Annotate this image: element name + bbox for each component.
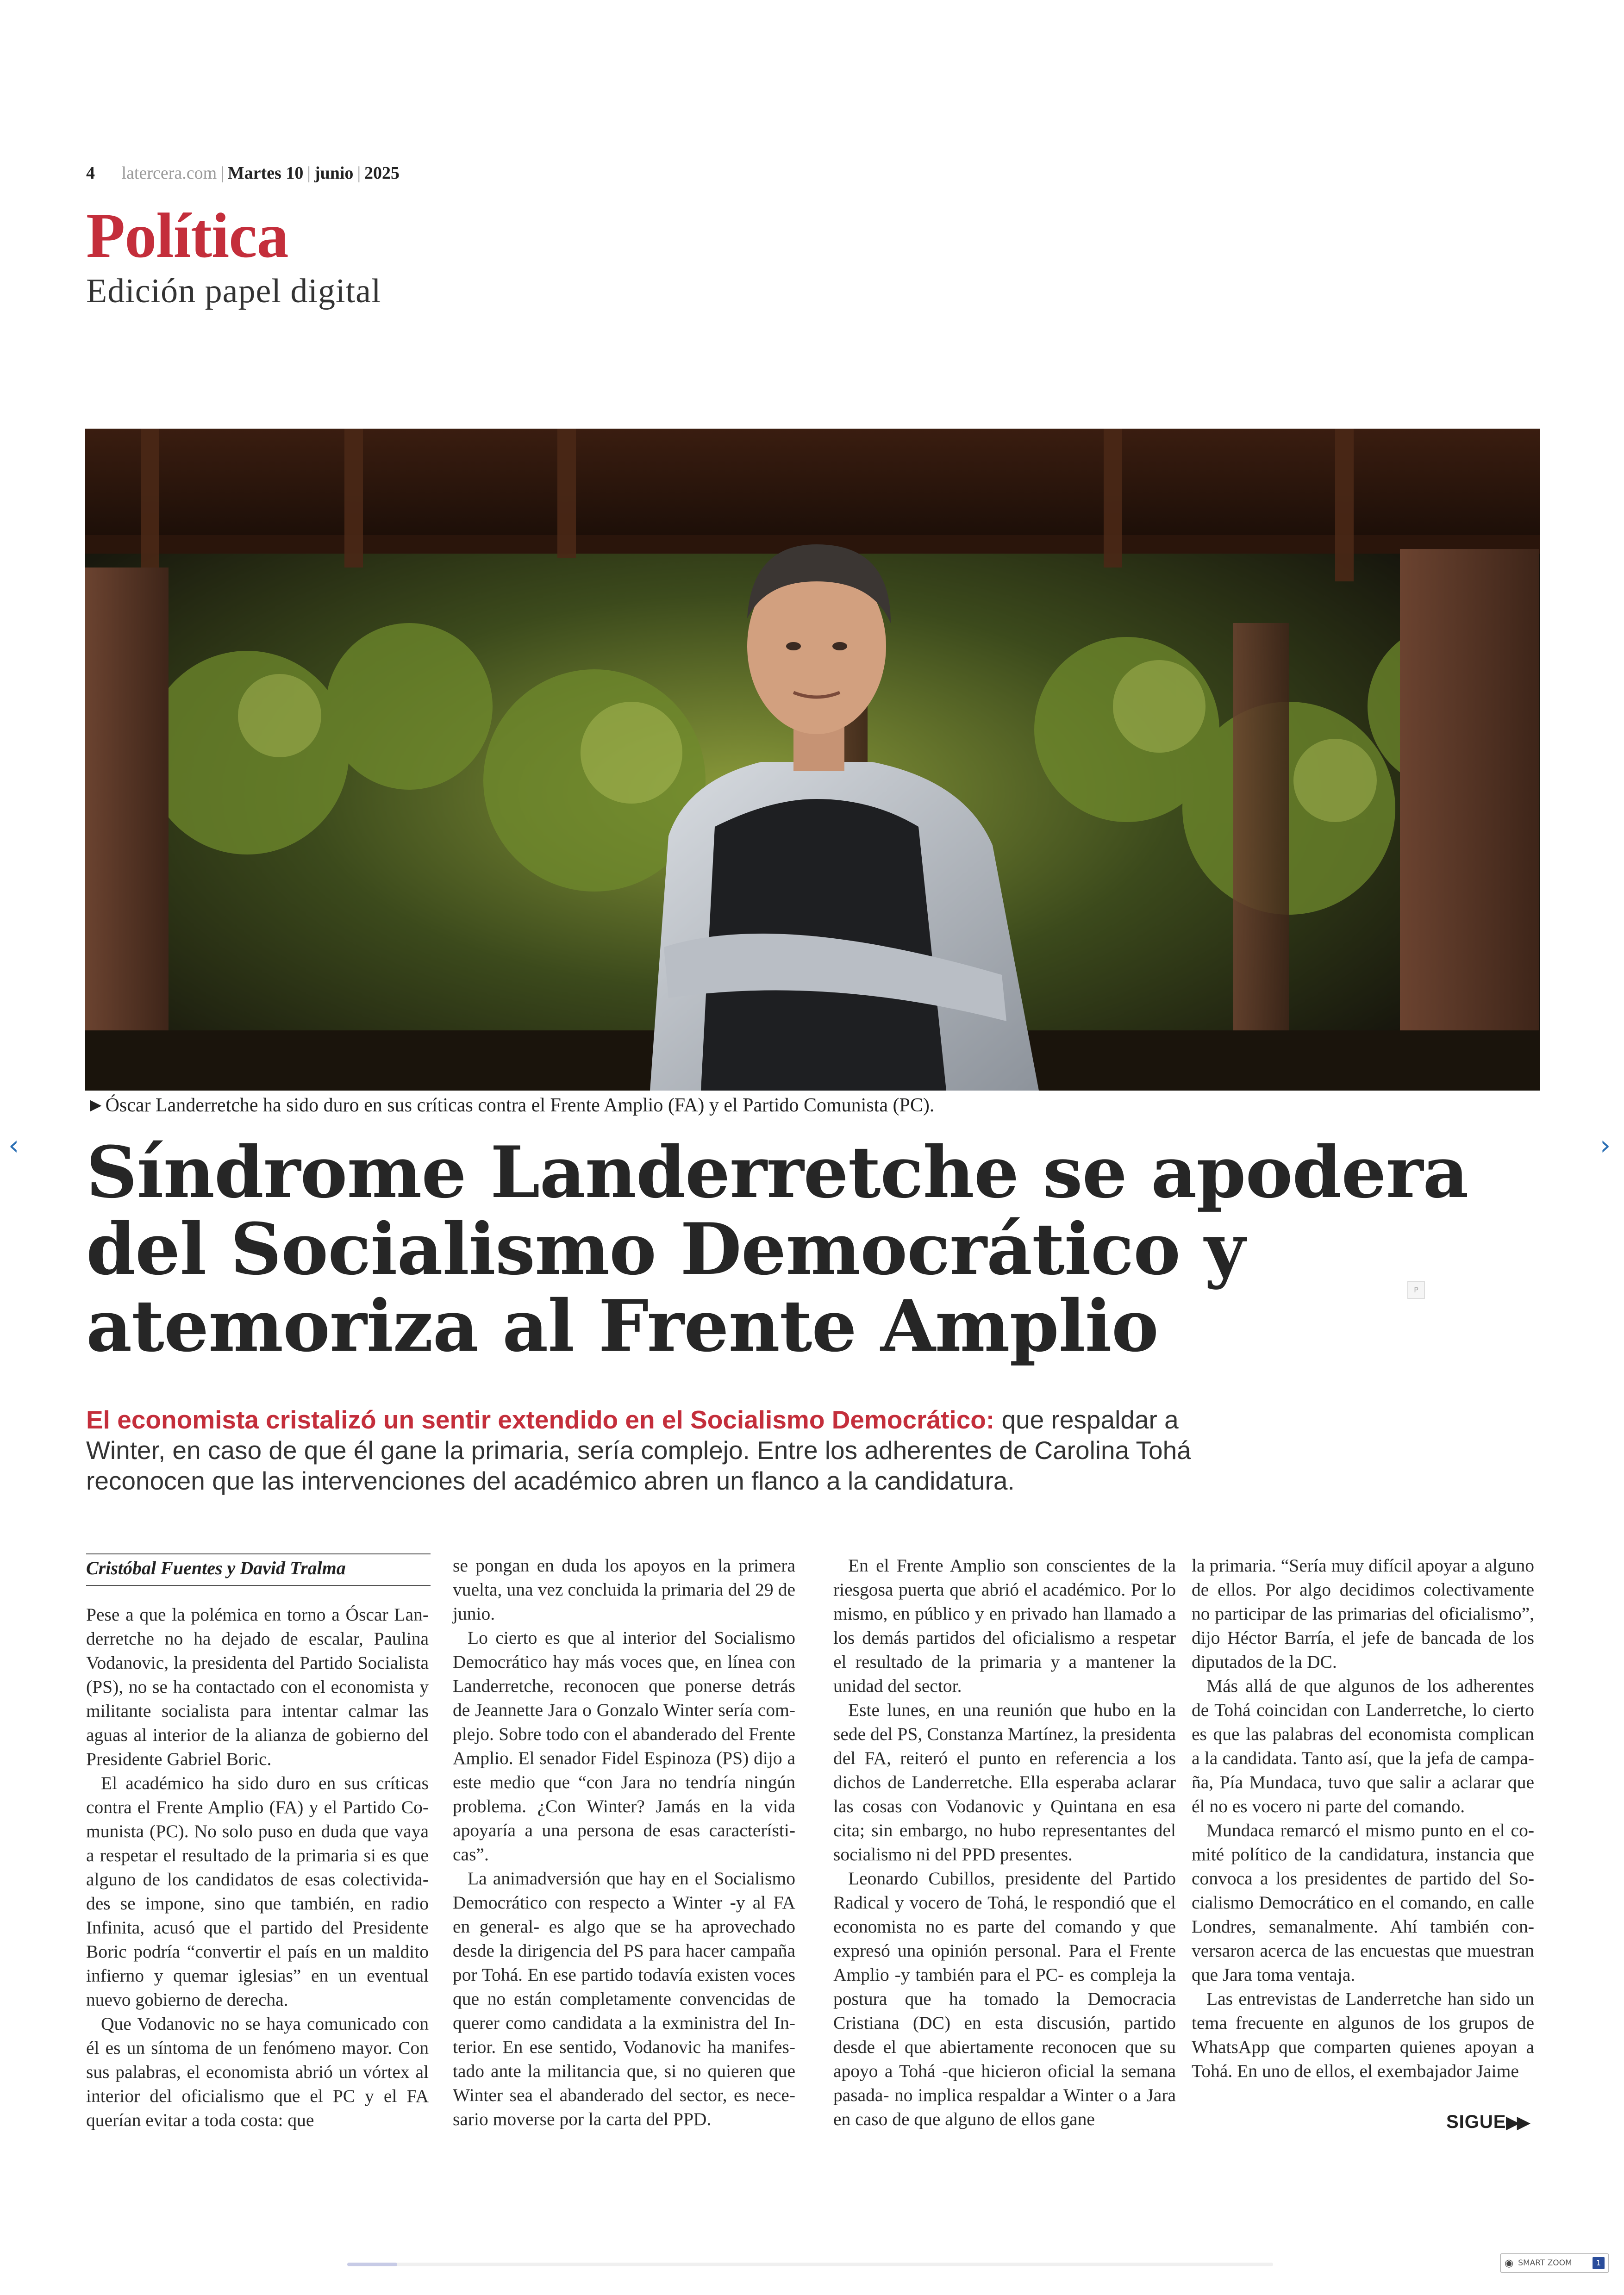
section-title: Política: [86, 200, 288, 271]
paragraph: Este lunes, en una reunión que hubo en la sede del PS, Constanza Martínez, la presidenta del FA, reiteró el punto en referencia a los dichos de Landerretche. Ella esperaba aclarar las cosas con Vodanovic y Quintana en esa cita; sin embargo, no hubo representantes del socialismo ni del PPD presentes.: [833, 1700, 1176, 1865]
page-scrollbar-thumb[interactable]: [347, 2263, 397, 2266]
smart-zoom-page-badge: 1: [1593, 2257, 1605, 2269]
previous-page-icon[interactable]: ‹: [8, 1129, 19, 1161]
paragraph: Más allá de que algunos de los adherentes de Tohá coincidan con Landerretche, lo cierto es que las palabras del economista complican a la candidata. Tanto así, que la jefa de campaña, Pía Mundaca, tuvo que salir a aclarar que él no es vocero ni parte del comando.: [1192, 1676, 1534, 1816]
photo-caption: ►Óscar Landerretche ha sido duro en sus críticas contra el Frente Amplio (FA) y el Partido Comunista (PC).: [86, 1095, 935, 1116]
paragraph: El académico ha sido duro en sus críticas contra el Frente Amplio (FA) y el Partido Comunista (PC). No solo puso en duda que vaya a respetar el resultado de la primaria si es que alguno de los candidatos de esas colectividades se impone, sino que también, en radio Infinita, acusó que el partido del Presidente Boric podría “convertir el país en un maldito infierno y quemar iglesias” en un eventual nuevo gobierno de derecha.: [86, 1773, 429, 2010]
paragraph: Que Vodanovic no se haya comunicado con él es un síntoma de un fenómeno mayor. Con sus palabras, el economista abrió un vórtex al interior del oficialismo que el PC y el FA querían evitar a toda costa: que: [86, 2014, 429, 2130]
continue-label: SIGUE: [1446, 2112, 1506, 2132]
deck-highlight: El economista cristalizó un sentir extendido en el Socialismo Democrático:: [86, 1405, 995, 1434]
article-deck: [86, 1404, 1197, 1496]
paragraph: Mundaca remarcó el mismo punto en el comité político de la candidatura, instancia que convoca a los presidentes de partido del Socialismo Democrático en el comando, en calle Londres, semanalmente. Ahí también conversaron acerca de las encuestas que muestran que Jara toma ventaja.: [1192, 1820, 1534, 1985]
page-scrollbar-track[interactable]: [347, 2263, 1273, 2266]
site-name: latercera.com: [121, 163, 217, 183]
paragraph: se pongan en duda los apoyos en la primera vuelta, una vez concluida la primaria del 29 de junio.: [453, 1555, 795, 1624]
article-column-4: [1192, 1553, 1534, 2083]
next-page-icon[interactable]: ›: [1600, 1129, 1611, 1161]
page-number: 4: [86, 163, 95, 183]
paragraph: Las entrevistas de Landerretche han sido un tema frecuente en algunos de los grupos de WhatsApp que comparten quienes apoyan a Tohá. En uno de ellos, el exembajador Jaime: [1192, 1989, 1534, 2081]
article-column-3: [833, 1553, 1176, 2131]
paragraph: la primaria. “Sería muy difícil apoyar a alguno de ellos. Por algo decidimos colectivamente no participar de las primarias del oficialismo”, dijo Héctor Barría, el jefe de bancada de los diputados de la DC.: [1192, 1555, 1534, 1672]
date-month: junio: [314, 163, 354, 183]
paragraph: Leonardo Cubillos, presidente del Partido Radical y vocero de Tohá, le respondió que el economista no es parte del comando y que expresó una opinión personal. Para el Frente Amplio -y también para el PC- es compleja la postura que ha tomado la Democracia Cristiana (DC) en esta discusión, partido desde el que abiertamente reconocen que su apoyo a Tohá -que hicieron oficial la semana pasada- no implica respaldar a Winter o a Jara en caso de que alguno de ellos gane: [833, 1868, 1176, 2129]
date-day: Martes 10: [227, 163, 304, 183]
headline-line: del Socialismo Democrático y: [86, 1208, 1245, 1291]
article-photo: [85, 429, 1540, 1091]
paragraph: En el Frente Amplio son conscientes de la riesgosa puerta que abrió el académico. Por lo mismo, en público y en privado han llamado a los demás partidos del oficialismo a respetar el resultado de la primaria y a mantener la unidad del sector.: [833, 1555, 1176, 1696]
smart-zoom-label: SMART ZOOM: [1518, 2258, 1572, 2268]
deck-text: que respaldar a Winter, en caso de que él gane la primaria, sería complejo. Entre los adherentes de Carolina Tohá reconocen que las intervenciones del académico abren un flanco a la candidatura.: [86, 1405, 1191, 1495]
continue-link[interactable]: [1446, 2112, 1528, 2133]
byline-rule: [86, 1585, 431, 1586]
byline-rule: [86, 1553, 431, 1554]
folio-line: 4 latercera.com | Martes 10 | junio | 2025: [86, 163, 400, 183]
edition-label: Edición papel digital: [86, 272, 381, 310]
article-column-2: [453, 1553, 795, 2131]
headline: [86, 1131, 1468, 1368]
eye-icon: ◉: [1505, 2257, 1514, 2269]
paragraph: La animadversión que hay en el Socialismo Democrático con respecto a Winter -y al FA en general- es algo que se ha aprovechado desde la dirigencia del PS para hacer campaña por Tohá. En ese partido todavía existen voces que no están completamente convencidas de querer como candidata a la exministra del Interior. En ese sentido, Vodanovic ha manifestado ante la militancia que, si no quieren que Winter sea el abanderado del sector, es necesario moverse por la carta del PPD.: [453, 1868, 795, 2129]
headline-line: Síndrome Landerretche se apodera: [86, 1131, 1468, 1214]
paragraph: Pese a que la polémica en torno a Óscar Landerretche no ha dejado de escalar, Paulina Vodanovic, la presidenta del Partido Socialista (PS), no se ha contactado con el economista y militante socialista para intentar calmar las aguas al interior de la alianza de gobierno del Presidente Gabriel Boric.: [86, 1604, 429, 1769]
headline-line: atemoriza al Frente Amplio: [86, 1285, 1158, 1368]
smart-zoom-button[interactable]: [1500, 2253, 1609, 2273]
continue-arrows-icon: ▶▶: [1506, 2113, 1528, 2132]
paragraph: Lo cierto es que al interior del Socialismo Democrático hay más voces que, en línea con Landerretche, reconocen que ponerse detrás de Jeannette Jara o Gonzalo Winter sería complejo. Sobre todo con el abanderado del Frente Amplio. El senador Fidel Espinoza (PS) dijo a este medio que “con Jara no tendría ningún problema. ¿Con Winter? Jamás en la vida apoyaría a una persona de esas características”.: [453, 1628, 795, 1865]
article-column-1: [86, 1603, 429, 2132]
byline: Cristóbal Fuentes y David Tralma: [86, 1558, 346, 1578]
date-year: 2025: [364, 163, 400, 183]
page-marker-icon[interactable]: P: [1407, 1281, 1425, 1299]
